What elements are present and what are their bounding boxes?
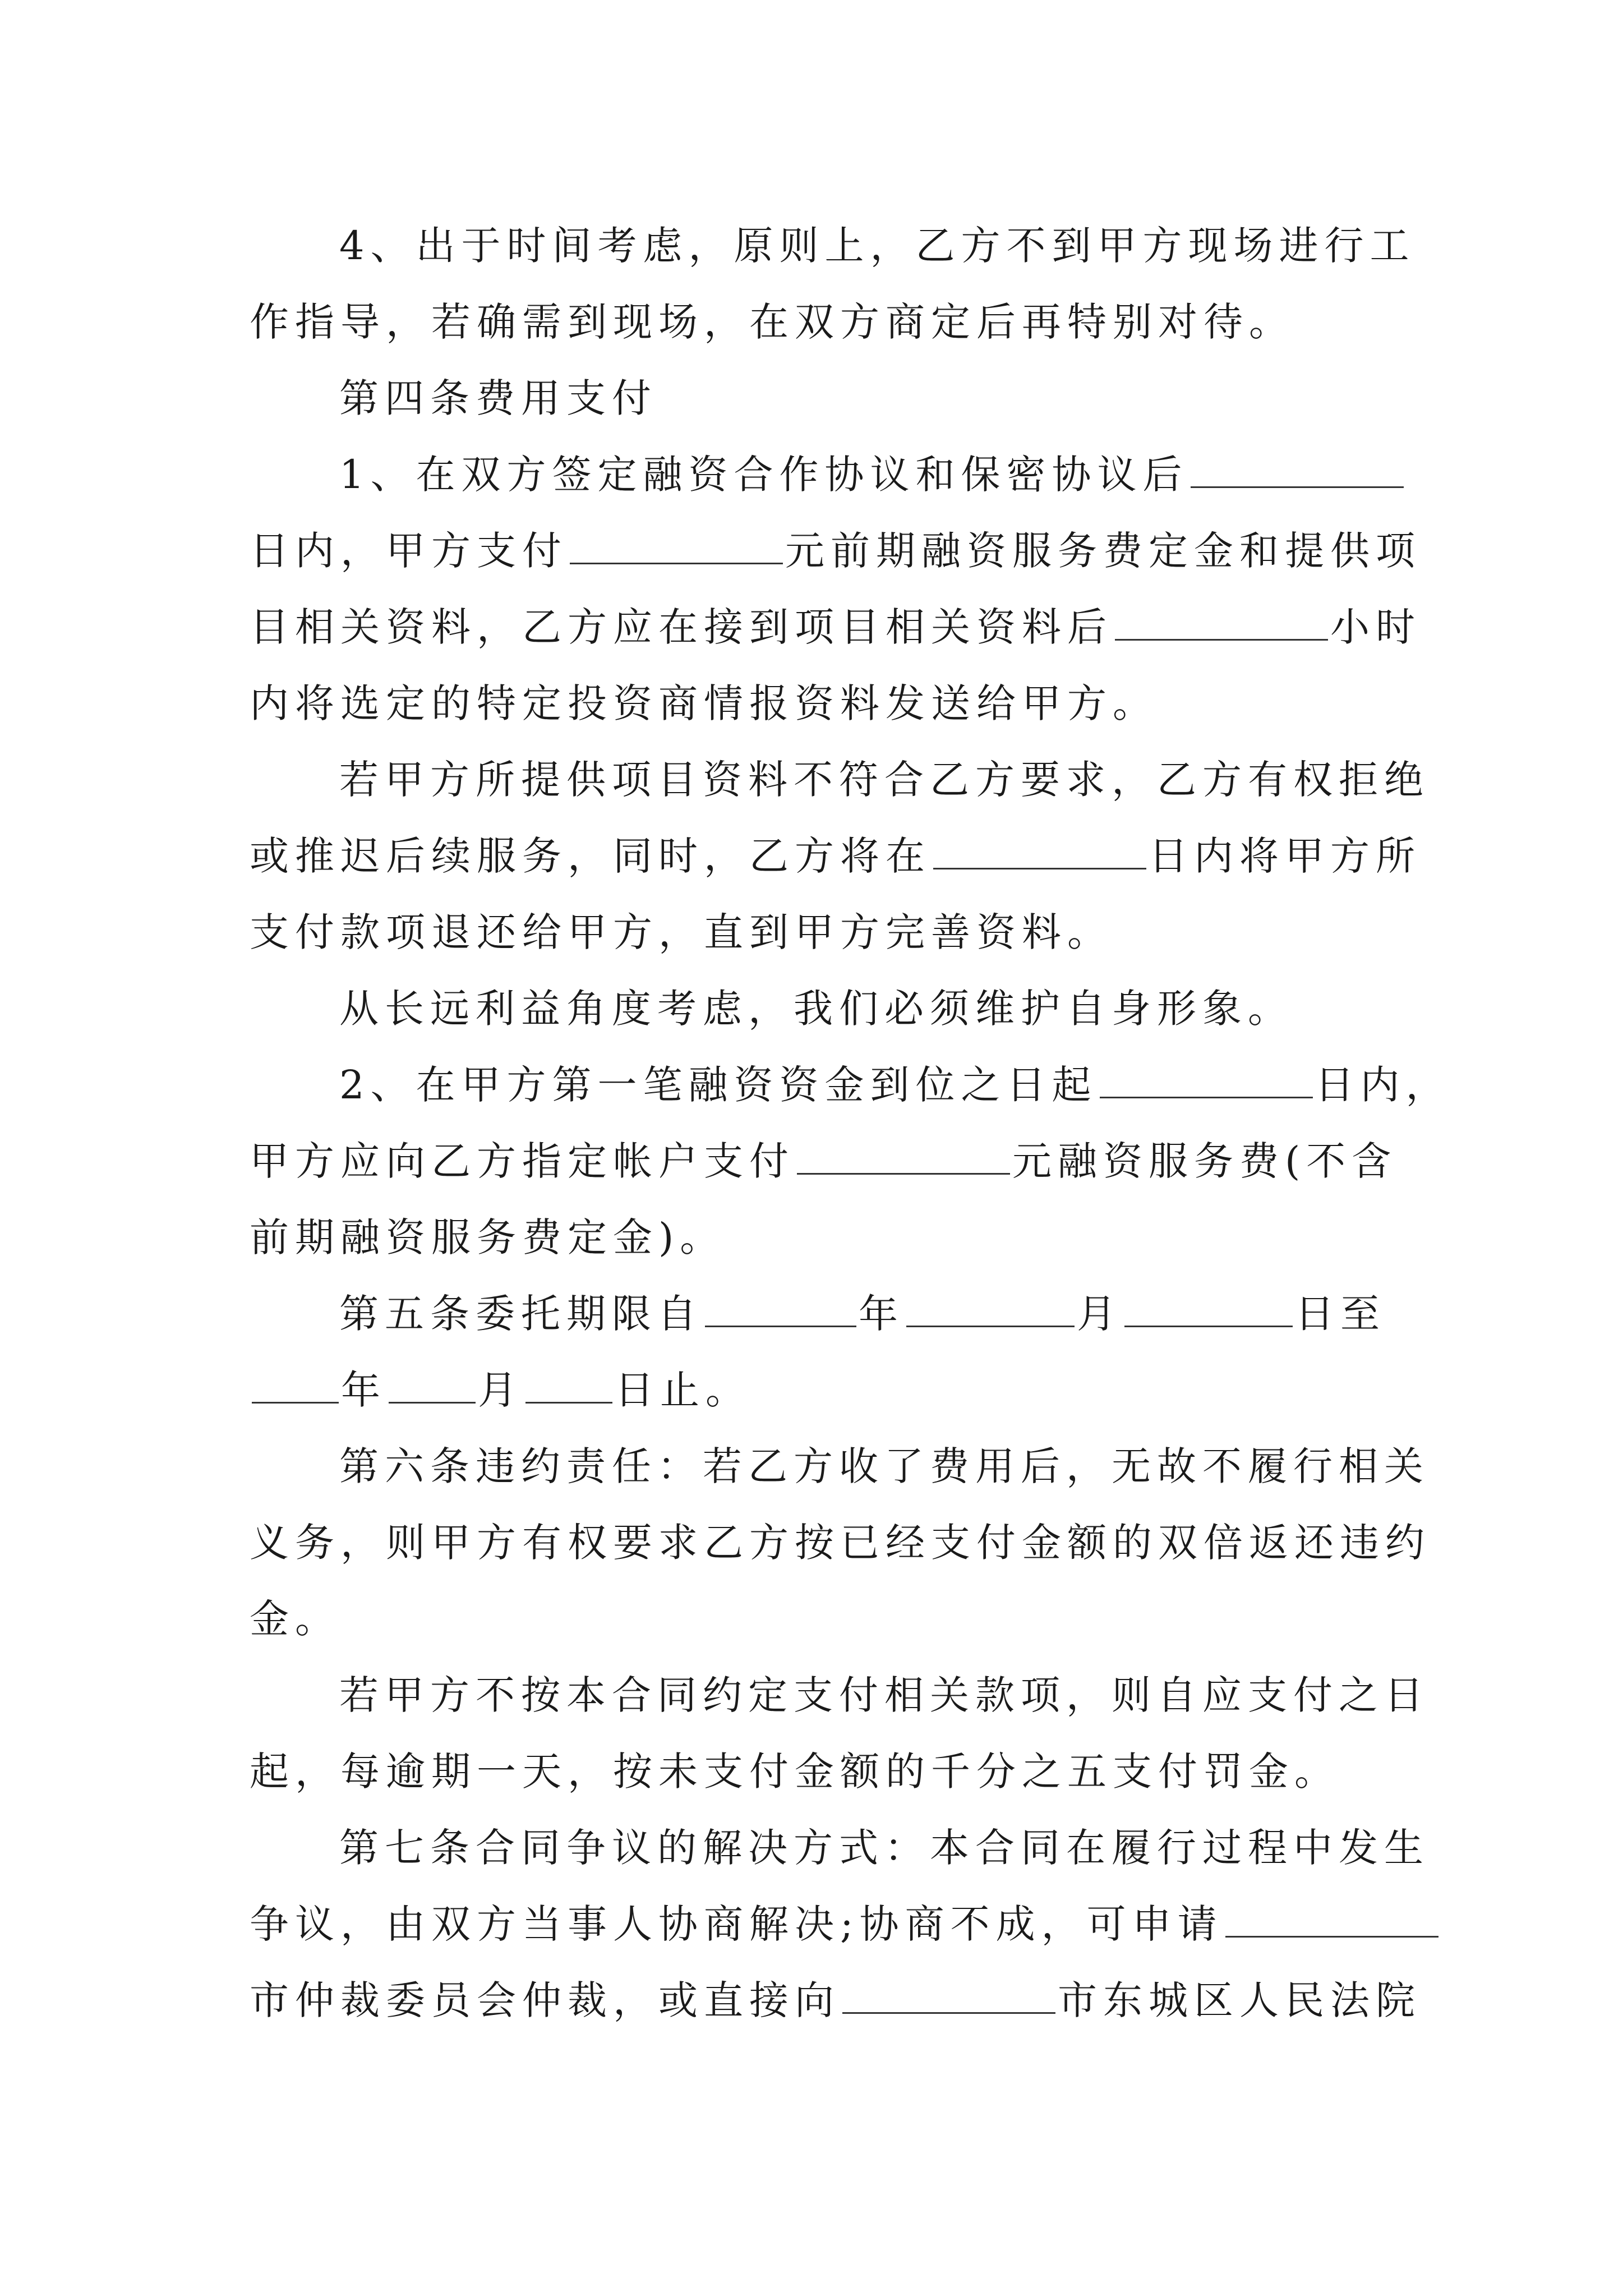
text: 甲方应向乙方指定帐户支付 xyxy=(250,1138,795,1184)
text: 作指导，若确需到现场，在双方商定后再特别对待。 xyxy=(250,299,1294,345)
text: 月 xyxy=(1077,1291,1122,1337)
text: 4、出于时间考虑，原则上，乙方不到甲方现场进行工 xyxy=(339,223,1415,269)
paragraph-line xyxy=(250,1276,1386,1352)
fill-in-blank[interactable] xyxy=(1124,1297,1293,1327)
text: 从长远利益角度考虑，我们必须维护自身形象。 xyxy=(339,986,1293,1032)
fill-in-blank[interactable] xyxy=(252,1374,339,1404)
text: 若甲方不按本合同约定支付相关款项，则自应支付之日 xyxy=(339,1672,1430,1718)
text: 日止。 xyxy=(615,1367,751,1413)
text: 若甲方所提供项目资料不符合乙方要求，乙方有权拒绝 xyxy=(339,757,1430,803)
paragraph-line xyxy=(250,1733,1377,1810)
text: 支付款项退还给甲方，直到甲方完善资料。 xyxy=(250,909,1113,955)
paragraph-line xyxy=(250,665,1377,742)
fill-in-blank[interactable] xyxy=(933,840,1146,869)
text: 市仲裁委员会仲裁，或直接向 xyxy=(250,1977,840,2023)
fill-in-blank[interactable] xyxy=(1191,458,1404,488)
text: 内将选定的特定投资商情报资料发送给甲方。 xyxy=(250,680,1158,726)
text: 第五条委托期限自 xyxy=(339,1291,703,1337)
paragraph-line xyxy=(250,436,1377,513)
fill-in-blank[interactable] xyxy=(1115,611,1328,641)
paragraph-line xyxy=(250,284,1377,360)
paragraph-line xyxy=(250,1199,1377,1276)
heading-text: 第四条费用支付 xyxy=(339,375,657,421)
paragraph-line xyxy=(250,513,1421,589)
text: 日内将甲方所 xyxy=(1149,833,1421,879)
text: 第七条合同争议的解决方式：本合同在履行过程中发生 xyxy=(339,1825,1430,1871)
fill-in-blank[interactable] xyxy=(1225,1908,1438,1938)
paragraph-line xyxy=(250,894,1377,970)
fill-in-blank[interactable] xyxy=(570,535,783,564)
paragraph-line xyxy=(250,818,1421,894)
paragraph-line xyxy=(250,1962,1421,2039)
paragraph-line xyxy=(250,1657,1430,1733)
fill-in-blank[interactable] xyxy=(797,1145,1010,1175)
document-page xyxy=(250,208,1451,2039)
fill-in-blank[interactable] xyxy=(389,1374,476,1404)
text: 市东城区人民法院 xyxy=(1058,1977,1421,2023)
fill-in-blank[interactable] xyxy=(705,1297,856,1327)
paragraph-line xyxy=(250,1886,1377,1962)
text: 目相关资料，乙方应在接到项目相关资料后 xyxy=(250,604,1113,650)
paragraph-line xyxy=(250,1047,1451,1123)
text: 日内， xyxy=(1315,1062,1451,1108)
paragraph-line xyxy=(250,1581,1377,1657)
text: 2、在甲方第一笔融资资金到位之日起 xyxy=(339,1062,1098,1108)
text: 元前期融资服务费定金和提供项 xyxy=(785,528,1421,574)
paragraph-line xyxy=(250,1123,1398,1199)
text: 1、在双方签定融资合作协议和保密协议后 xyxy=(339,452,1188,498)
paragraph-line xyxy=(250,1504,1431,1581)
text: 第六条违约责任：若乙方收了费用后，无故不履行相关 xyxy=(339,1443,1430,1489)
fill-in-blank[interactable] xyxy=(525,1374,612,1404)
fill-in-blank[interactable] xyxy=(1100,1069,1313,1098)
text: 前期融资服务费定金)。 xyxy=(250,1214,726,1260)
paragraph-line xyxy=(250,208,1415,284)
paragraph-line xyxy=(250,1428,1430,1504)
text: 年 xyxy=(859,1291,904,1337)
text: 日内，甲方支付 xyxy=(250,528,568,574)
paragraph-line xyxy=(250,1810,1430,1886)
text: 或推迟后续服务，同时，乙方将在 xyxy=(250,833,931,879)
section-heading xyxy=(250,360,1377,436)
text: 义务，则甲方有权要求乙方按已经支付金额的双倍返还违约 xyxy=(250,1520,1431,1566)
paragraph-line xyxy=(250,1352,1377,1428)
text: 起，每逾期一天，按未支付金额的千分之五支付罚金。 xyxy=(250,1749,1340,1795)
text: 日至 xyxy=(1295,1291,1386,1337)
fill-in-blank[interactable] xyxy=(906,1297,1075,1327)
text: 金。 xyxy=(250,1596,340,1642)
text: 月 xyxy=(478,1367,523,1413)
text: 元融资服务费(不含 xyxy=(1012,1138,1398,1184)
text: 小时 xyxy=(1330,604,1421,650)
fill-in-blank[interactable] xyxy=(842,1984,1055,2014)
paragraph-line xyxy=(250,589,1421,665)
paragraph-line xyxy=(250,742,1430,818)
text: 年 xyxy=(341,1367,386,1413)
paragraph-line xyxy=(250,970,1377,1047)
text: 争议，由双方当事人协商解决;协商不成，可申请 xyxy=(250,1901,1223,1947)
